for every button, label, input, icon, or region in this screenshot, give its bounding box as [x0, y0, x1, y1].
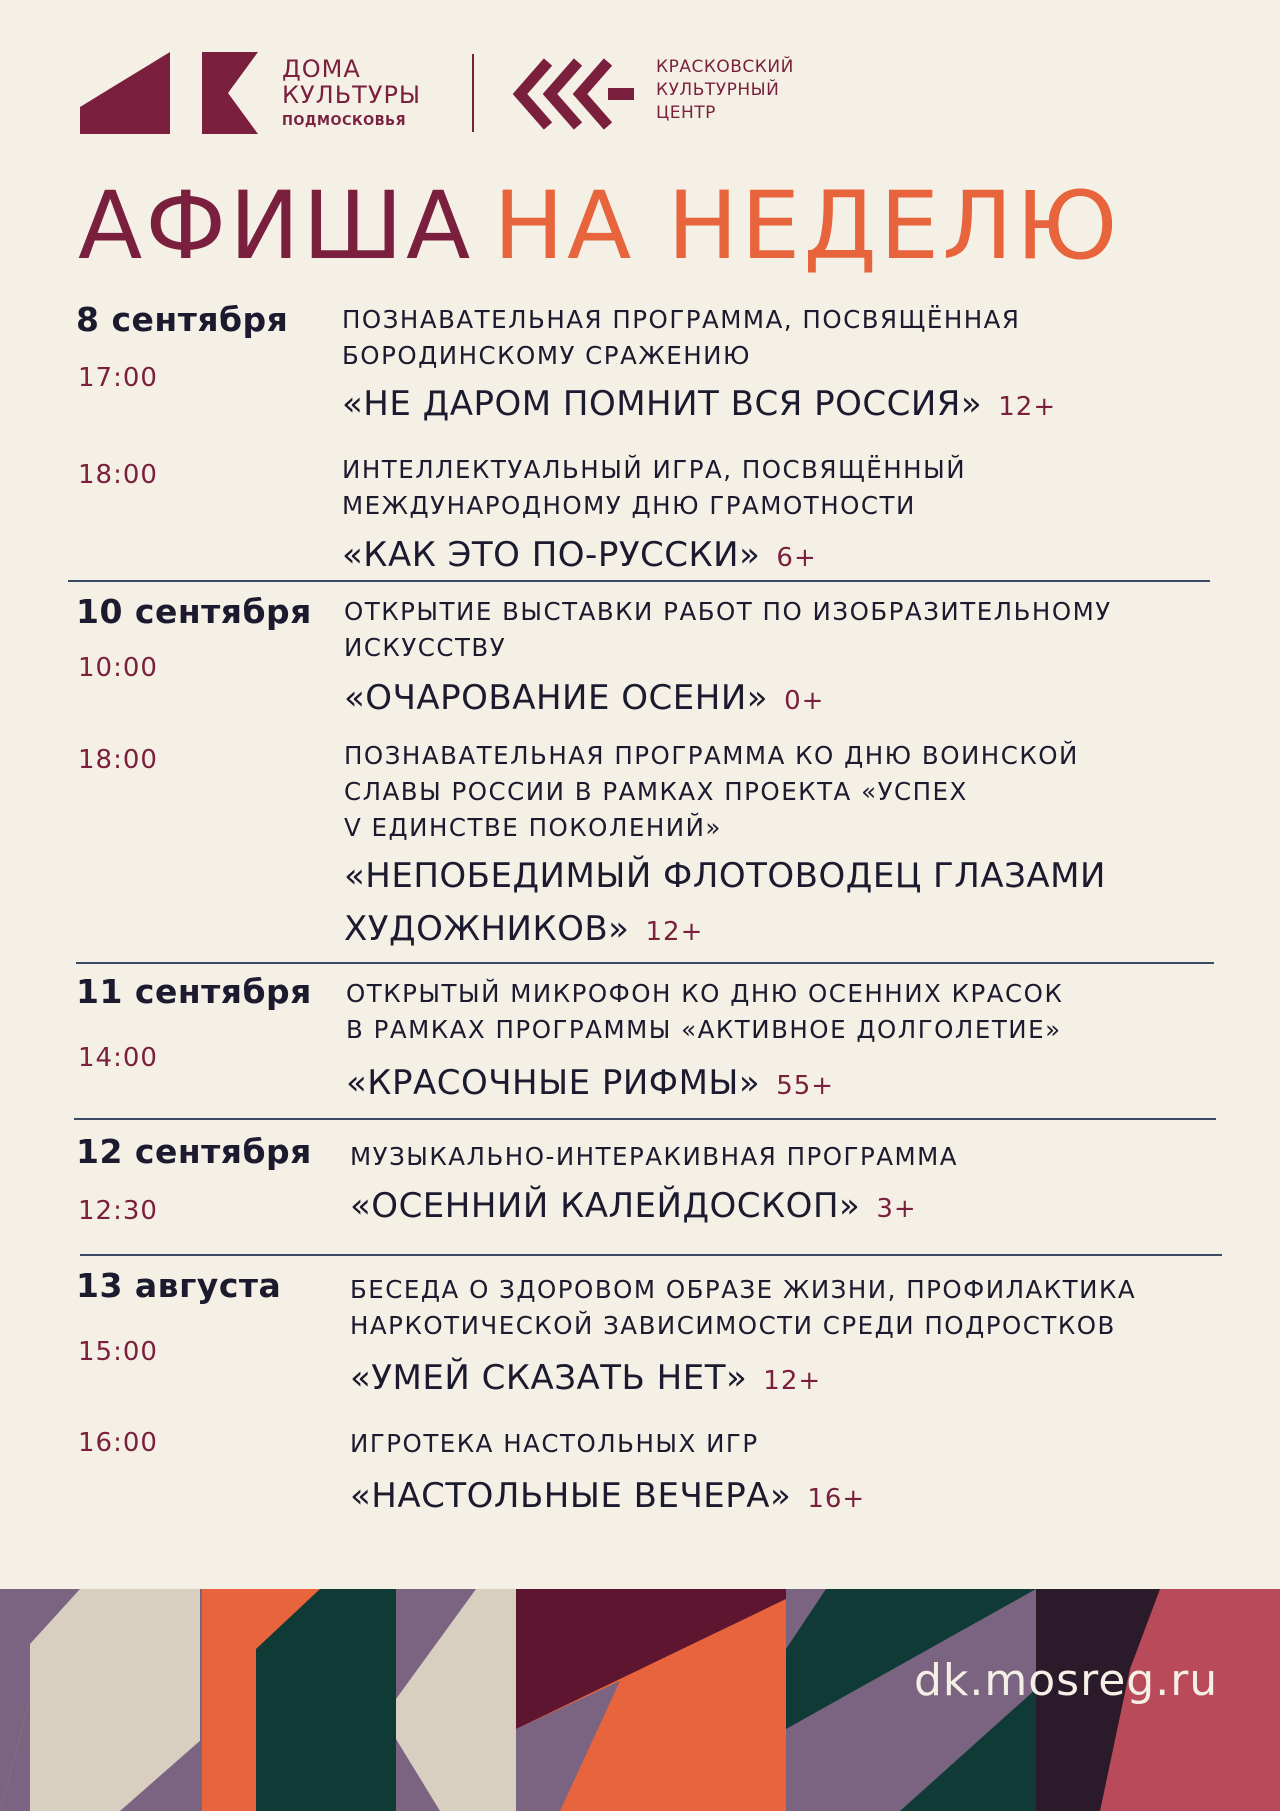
- dk-logo-icon: [80, 52, 270, 134]
- event-time: 15:00: [78, 1337, 158, 1367]
- event-title: «НАСТОЛЬНЫЕ ВЕЧЕРА»: [350, 1476, 792, 1516]
- age-rating: 55+: [776, 1071, 835, 1101]
- event-description: ОТКРЫТИЕ ВЫСТАВКИ РАБОТ ПО ИЗОБРАЗИТЕЛЬНОМУ ИСКУССТВУ: [344, 597, 1112, 662]
- kkc-logo-line3: ЦЕНТР: [656, 103, 716, 123]
- event-time: 14:00: [78, 1043, 158, 1073]
- event-title: «УМЕЙ СКАЗАТЬ НЕТ»: [350, 1358, 748, 1398]
- event-description: ОТКРЫТЫЙ МИКРОФОН КО ДНЮ ОСЕННИХ КРАСОК В РАМКАХ ПРОГРАММЫ «АКТИВНОЕ ДОЛГОЛЕТИЕ»: [346, 979, 1064, 1044]
- event-title-row: [350, 1178, 917, 1237]
- event-title-row: [350, 1350, 821, 1409]
- section-divider: [68, 580, 1210, 582]
- event-time: 17:00: [78, 363, 158, 393]
- dk-logo-text: [282, 56, 421, 129]
- event-title-row: [350, 1468, 865, 1527]
- event-time: 12:30: [78, 1196, 158, 1226]
- age-rating: 6+: [776, 543, 817, 573]
- section-divider: [80, 1254, 1222, 1256]
- kkc-logo-line2: КУЛЬТУРНЫЙ: [656, 80, 780, 100]
- event-title: «КАК ЭТО ПО-РУССКИ»: [342, 535, 761, 575]
- section-divider: [76, 962, 1214, 964]
- event-description: БЕСЕДА О ЗДОРОВОМ ОБРАЗЕ ЖИЗНИ, ПРОФИЛАКТИКА НАРКОТИЧЕСКОЙ ЗАВИСИМОСТИ СРЕДИ ПОДРОСТКОВ: [350, 1275, 1137, 1340]
- event-title-row: [346, 1055, 834, 1114]
- event-title: ХУДОЖНИКОВ»: [344, 909, 630, 949]
- event-title-row: [344, 901, 703, 960]
- event-time: 18:00: [78, 460, 158, 490]
- event-description: ИНТЕЛЛЕКТУАЛЬНЫЙ ИГРА, ПОСВЯЩЁННЫЙ МЕЖДУНАРОДНОМУ ДНЮ ГРАМОТНОСТИ: [342, 455, 967, 520]
- dk-logo-line2: КУЛЬТУРЫ: [282, 81, 422, 109]
- event-title: «КРАСОЧНЫЕ РИФМЫ»: [346, 1063, 761, 1103]
- age-rating: 0+: [784, 686, 825, 716]
- dk-logo-line1: ДОМА: [282, 55, 361, 83]
- event-title-row: [342, 527, 817, 586]
- event-time: 16:00: [78, 1428, 158, 1458]
- title-part2: НА НЕДЕЛЮ: [493, 172, 1121, 281]
- day-date: 8 сентября: [76, 300, 289, 339]
- page-title: [78, 172, 1120, 282]
- event-title-row: [344, 670, 824, 729]
- day-date: 13 августа: [76, 1266, 282, 1305]
- header: [0, 0, 1280, 160]
- age-rating: 16+: [807, 1484, 866, 1514]
- age-rating: 3+: [876, 1194, 917, 1224]
- event-description: МУЗЫКАЛЬНО-ИНТЕРАКИВНАЯ ПРОГРАММА: [350, 1142, 959, 1171]
- event-title-row: [344, 848, 1106, 904]
- age-rating: 12+: [998, 392, 1057, 422]
- event-title: «ОСЕННИЙ КАЛЕЙДОСКОП»: [350, 1186, 861, 1226]
- event-description: ПОЗНАВАТЕЛЬНАЯ ПРОГРАММА КО ДНЮ ВОИНСКОЙ СЛАВЫ РОССИИ В РАМКАХ ПРОЕКТА «УСПЕХ V ЕДИНСТВЕ ПОКОЛЕНИЙ»: [344, 741, 1079, 842]
- event-time: 10:00: [78, 653, 158, 683]
- section-divider: [74, 1118, 1216, 1120]
- day-date: 12 сентября: [76, 1132, 312, 1171]
- event-title: «ОЧАРОВАНИЕ ОСЕНИ»: [344, 678, 769, 718]
- website-link[interactable]: dk.mosreg.ru: [914, 1655, 1219, 1706]
- logo-divider: [472, 54, 474, 132]
- day-date: 11 сентября: [76, 972, 312, 1011]
- day-date: 10 сентября: [76, 592, 312, 631]
- event-description: ИГРОТЕКА НАСТОЛЬНЫХ ИГР: [350, 1429, 759, 1458]
- kkc-logo-text: [656, 56, 794, 125]
- kkc-logo-line1: КРАСКОВСКИЙ: [656, 57, 794, 77]
- dk-logo-line3: ПОДМОСКОВЬЯ: [282, 114, 407, 129]
- age-rating: 12+: [763, 1366, 822, 1396]
- event-title-row: [342, 376, 1056, 435]
- age-rating: 12+: [645, 917, 704, 947]
- event-description: ПОЗНАВАТЕЛЬНАЯ ПРОГРАММА, ПОСВЯЩЁННАЯ БОРОДИНСКОМУ СРАЖЕНИЮ: [342, 305, 1021, 370]
- event-title: «НЕПОБЕДИМЫЙ ФЛОТОВОДЕЦ ГЛАЗАМИ: [344, 856, 1106, 896]
- event-title: «НЕ ДАРОМ ПОМНИТ ВСЯ РОССИЯ»: [342, 384, 983, 424]
- title-part1: АФИША: [78, 172, 474, 281]
- kkc-logo-icon: [512, 58, 640, 130]
- event-time: 18:00: [78, 745, 158, 775]
